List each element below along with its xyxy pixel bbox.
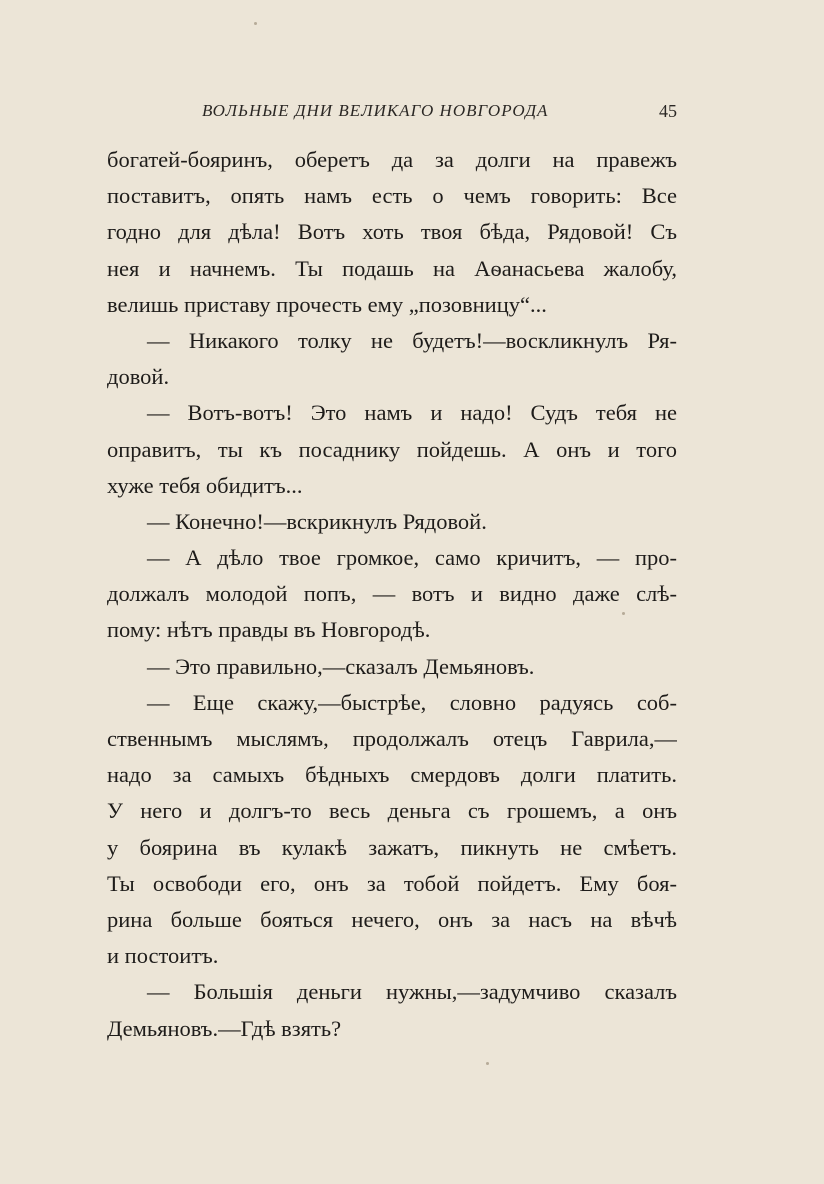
paper-speck [254, 22, 257, 25]
text-line: велишь приставу прочесть ему „позовницу“... [107, 291, 547, 317]
running-head: ВОЛЬНЫЕ ДНИ ВЕЛИКАГО НОВГОРОДА [202, 101, 549, 120]
text-line: — Вотъ-вотъ! Это намъ и надо! Судъ тебя не [147, 400, 677, 426]
paper-speck [486, 1062, 489, 1065]
text-line: оправитъ, ты къ посаднику пойдешь. А онъ и того [107, 436, 677, 462]
text-line: хуже тебя обидитъ... [107, 472, 303, 498]
text-line: Демьяновъ.—Гдѣ взять? [107, 1015, 342, 1041]
text-line: нея и начнемъ. Ты подашь на Аѳанасьева жалобу, [107, 255, 677, 281]
text-line: — Конечно!—вскрикнулъ Рядовой. [147, 508, 487, 534]
page-header [107, 101, 677, 125]
text-line: годно для дѣла! Вотъ хоть твоя бѣда, Рядовой! Съ [107, 219, 677, 245]
body-text [107, 142, 677, 1047]
text-line: Ты освободи его, онъ за тобой пойдетъ. Ему боя- [107, 870, 677, 896]
text-line: — Большія деньги нужны,—задумчиво сказалъ [147, 979, 677, 1005]
text-line: — Никакого толку не будетъ!—воскликнулъ Ря- [147, 327, 677, 353]
text-line: — Еще скажу,—быстрѣе, словно радуясь соб- [147, 689, 677, 715]
paper-speck [622, 612, 625, 615]
text-line: и постоитъ. [107, 943, 219, 969]
text-line: богатей-бояринъ, оберетъ да за долги на правежъ [107, 147, 677, 172]
text-line: поставитъ, опять намъ есть о чемъ говорить: Все [107, 183, 677, 209]
text-line: — А дѣло твое громкое, само кричитъ, — про- [147, 545, 677, 571]
text-line: — Это правильно,—сказалъ Демьяновъ. [147, 653, 535, 679]
text-line: ственнымъ мыслямъ, продолжалъ отецъ Гаврила,— [107, 726, 677, 751]
text-line: должалъ молодой попъ, — вотъ и видно даже слѣ- [107, 581, 677, 607]
text-line: У него и долгъ-то весь деньга съ грошемъ, а онъ [107, 798, 677, 824]
page-number: 45 [659, 101, 677, 121]
text-line: у боярина въ кулакѣ зажатъ, пикнуть не смѣетъ. [107, 834, 677, 860]
text-line: надо за самыхъ бѣдныхъ смердовъ долги платить. [107, 762, 677, 788]
text-line: пому: нѣтъ правды въ Новгородѣ. [107, 617, 431, 643]
text-line: довой. [107, 364, 170, 390]
text-line: рина больше бояться нечего, онъ за насъ на вѣчѣ [107, 906, 677, 932]
